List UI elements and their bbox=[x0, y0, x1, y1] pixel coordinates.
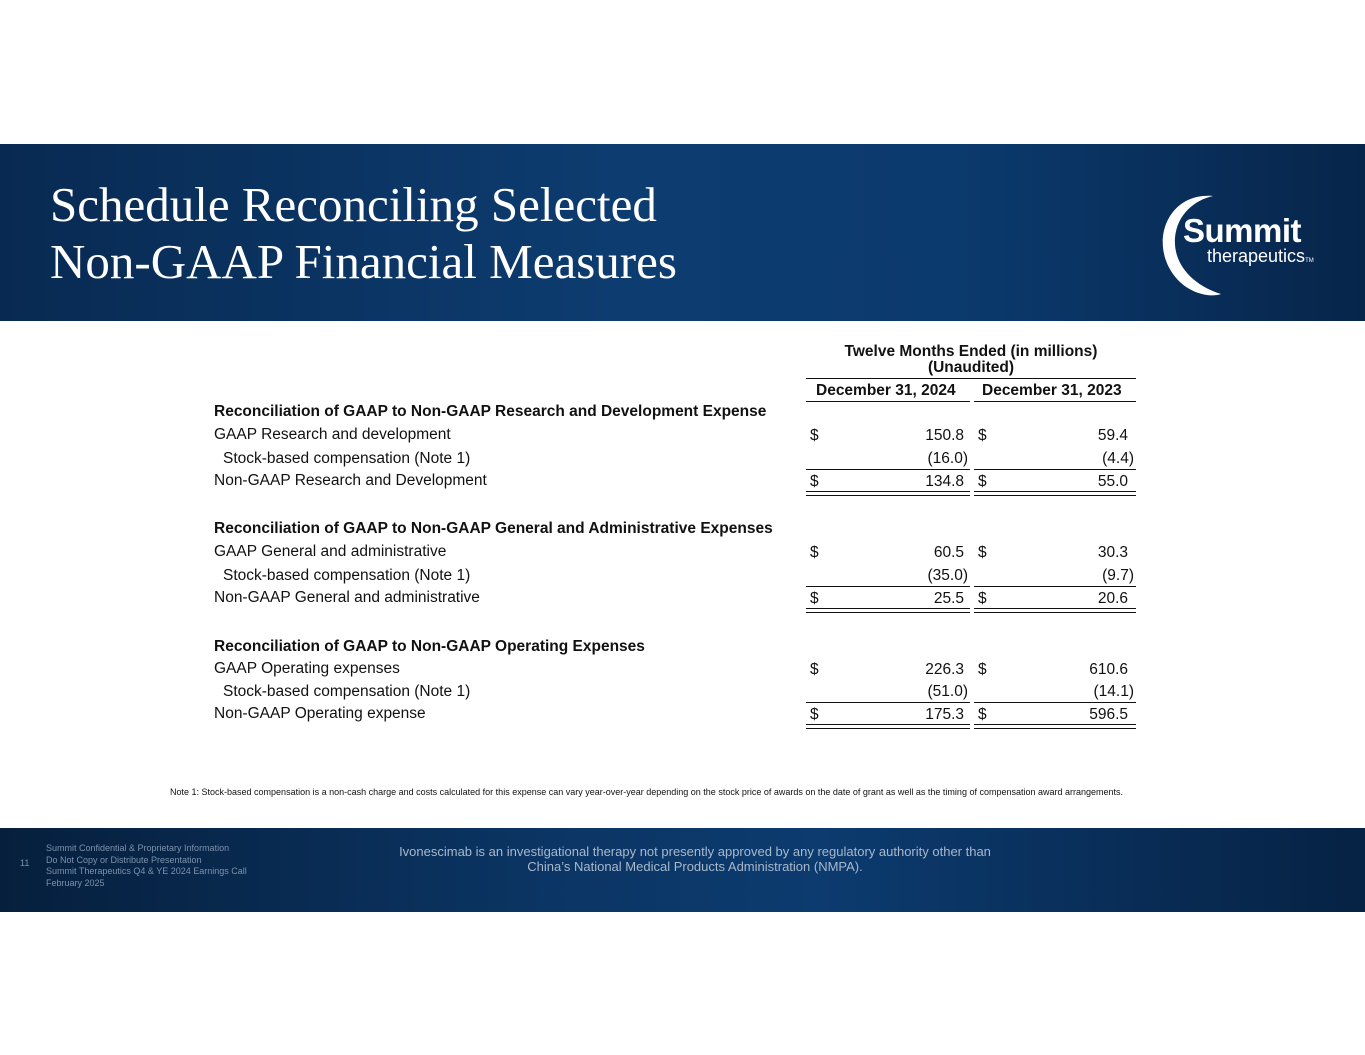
value-non-gaap-opex-2023: 596.5 bbox=[1089, 706, 1128, 723]
value-non-gaap-ga-2023: 20.6 bbox=[1097, 590, 1128, 607]
column-rule-2023 bbox=[974, 401, 1136, 402]
currency-symbol: $ bbox=[978, 661, 987, 678]
currency-symbol: $ bbox=[810, 473, 819, 490]
row-label-sbc-rd: Stock-based compensation (Note 1) bbox=[223, 450, 471, 467]
currency-symbol: $ bbox=[978, 706, 987, 723]
footnote: Note 1: Stock-based compensation is a non-cash charge and costs calculated for this expense can vary year-over-year depending on the stock price of awards on the date of grant as well as the timing of compensation award arrangements. bbox=[170, 787, 1124, 797]
row-label-non-gaap-rd: Non-GAAP Research and Development bbox=[214, 472, 487, 489]
total-double-rule bbox=[974, 491, 1136, 496]
currency-symbol: $ bbox=[978, 473, 987, 490]
logo-sub-text: therapeutics bbox=[1207, 246, 1306, 266]
subtotal-rule bbox=[806, 586, 970, 587]
value-non-gaap-rd-2023: 55.0 bbox=[1097, 473, 1128, 490]
header-rule bbox=[806, 378, 1136, 379]
section-heading-opex: Reconciliation of GAAP to Non-GAAP Operating Expenses bbox=[214, 638, 645, 655]
regulatory-disclaimer bbox=[330, 844, 1060, 874]
column-header-2023: December 31, 2023 bbox=[982, 382, 1122, 399]
confidential-line: Do Not Copy or Distribute Presentation bbox=[46, 854, 202, 865]
value-gaap-rd-2023: 59.4 bbox=[1097, 427, 1128, 444]
value-non-gaap-opex-2024: 175.3 bbox=[925, 706, 964, 723]
currency-symbol: $ bbox=[810, 590, 819, 607]
logo-wordmark: Summit bbox=[1183, 212, 1302, 249]
page-title-line-2: Non-GAAP Financial Measures bbox=[50, 234, 677, 289]
currency-symbol: $ bbox=[978, 427, 987, 444]
page-title-line-1: Schedule Reconciling Selected bbox=[50, 177, 657, 232]
page-title bbox=[50, 176, 950, 290]
row-label-gaap-ga: GAAP General and administrative bbox=[214, 543, 447, 560]
page-number: 11 bbox=[20, 858, 30, 868]
currency-symbol: $ bbox=[810, 661, 819, 678]
total-double-rule bbox=[806, 724, 970, 729]
table-header-period: Twelve Months Ended (in millions) bbox=[844, 343, 1098, 360]
disclaimer-line-1: Ivonescimab is an investigational therapy not presently approved by any regulatory authority other than bbox=[399, 844, 991, 859]
value-gaap-rd-2024: 150.8 bbox=[925, 427, 964, 444]
total-double-rule bbox=[974, 608, 1136, 613]
row-label-non-gaap-opex: Non-GAAP Operating expense bbox=[214, 705, 426, 722]
subtotal-rule bbox=[974, 702, 1136, 703]
section-heading-ga: Reconciliation of GAAP to Non-GAAP General and Administrative Expenses bbox=[214, 520, 773, 537]
row-label-sbc-opex: Stock-based compensation (Note 1) bbox=[223, 683, 471, 700]
section-heading-rd: Reconciliation of GAAP to Non-GAAP Research and Development Expense bbox=[214, 403, 767, 420]
total-double-rule bbox=[974, 724, 1136, 729]
value-gaap-ga-2024: 60.5 bbox=[933, 544, 964, 561]
confidential-line: Summit Therapeutics Q4 & YE 2024 Earnings Call bbox=[46, 866, 247, 876]
table-header-unaudited: (Unaudited) bbox=[927, 359, 1015, 376]
subtotal-rule bbox=[806, 469, 970, 470]
currency-symbol: $ bbox=[810, 544, 819, 561]
value-gaap-opex-2023: 610.6 bbox=[1089, 661, 1128, 678]
value-sbc-ga-2024: (35.0) bbox=[927, 567, 968, 584]
value-sbc-opex-2023: (14.1) bbox=[1093, 683, 1134, 700]
value-sbc-rd-2024: (16.0) bbox=[927, 450, 968, 467]
row-label-gaap-rd: GAAP Research and development bbox=[214, 426, 451, 443]
value-sbc-rd-2023: (4.4) bbox=[1102, 450, 1134, 467]
total-double-rule bbox=[806, 491, 970, 496]
value-sbc-opex-2024: (51.0) bbox=[927, 683, 968, 700]
value-non-gaap-rd-2024: 134.8 bbox=[925, 473, 964, 490]
value-gaap-opex-2024: 226.3 bbox=[925, 661, 964, 678]
currency-symbol: $ bbox=[978, 590, 987, 607]
column-rule-2024 bbox=[806, 401, 970, 402]
total-double-rule bbox=[806, 608, 970, 613]
row-label-gaap-opex: GAAP Operating expenses bbox=[214, 660, 400, 677]
column-header-2024: December 31, 2024 bbox=[816, 382, 956, 399]
logo-subtitle bbox=[1207, 246, 1314, 267]
confidential-line: February 2025 bbox=[46, 877, 105, 888]
row-label-sbc-ga: Stock-based compensation (Note 1) bbox=[223, 567, 471, 584]
subtotal-rule bbox=[806, 702, 970, 703]
value-sbc-ga-2023: (9.7) bbox=[1102, 567, 1134, 584]
subtotal-rule bbox=[974, 469, 1136, 470]
subtotal-rule bbox=[974, 586, 1136, 587]
disclaimer-line-2: China’s National Medical Products Administration (NMPA). bbox=[527, 859, 863, 874]
value-gaap-ga-2023: 30.3 bbox=[1097, 544, 1128, 561]
summit-logo bbox=[1155, 190, 1335, 300]
value-non-gaap-ga-2024: 25.5 bbox=[933, 590, 964, 607]
currency-symbol: $ bbox=[978, 544, 987, 561]
confidential-line: Summit Confidential & Proprietary Information bbox=[46, 843, 230, 853]
row-label-non-gaap-ga: Non-GAAP General and administrative bbox=[214, 589, 480, 606]
currency-symbol: $ bbox=[810, 427, 819, 444]
currency-symbol: $ bbox=[810, 706, 819, 723]
logo-tm: TM bbox=[1305, 258, 1314, 264]
confidentiality-notice bbox=[46, 843, 247, 889]
